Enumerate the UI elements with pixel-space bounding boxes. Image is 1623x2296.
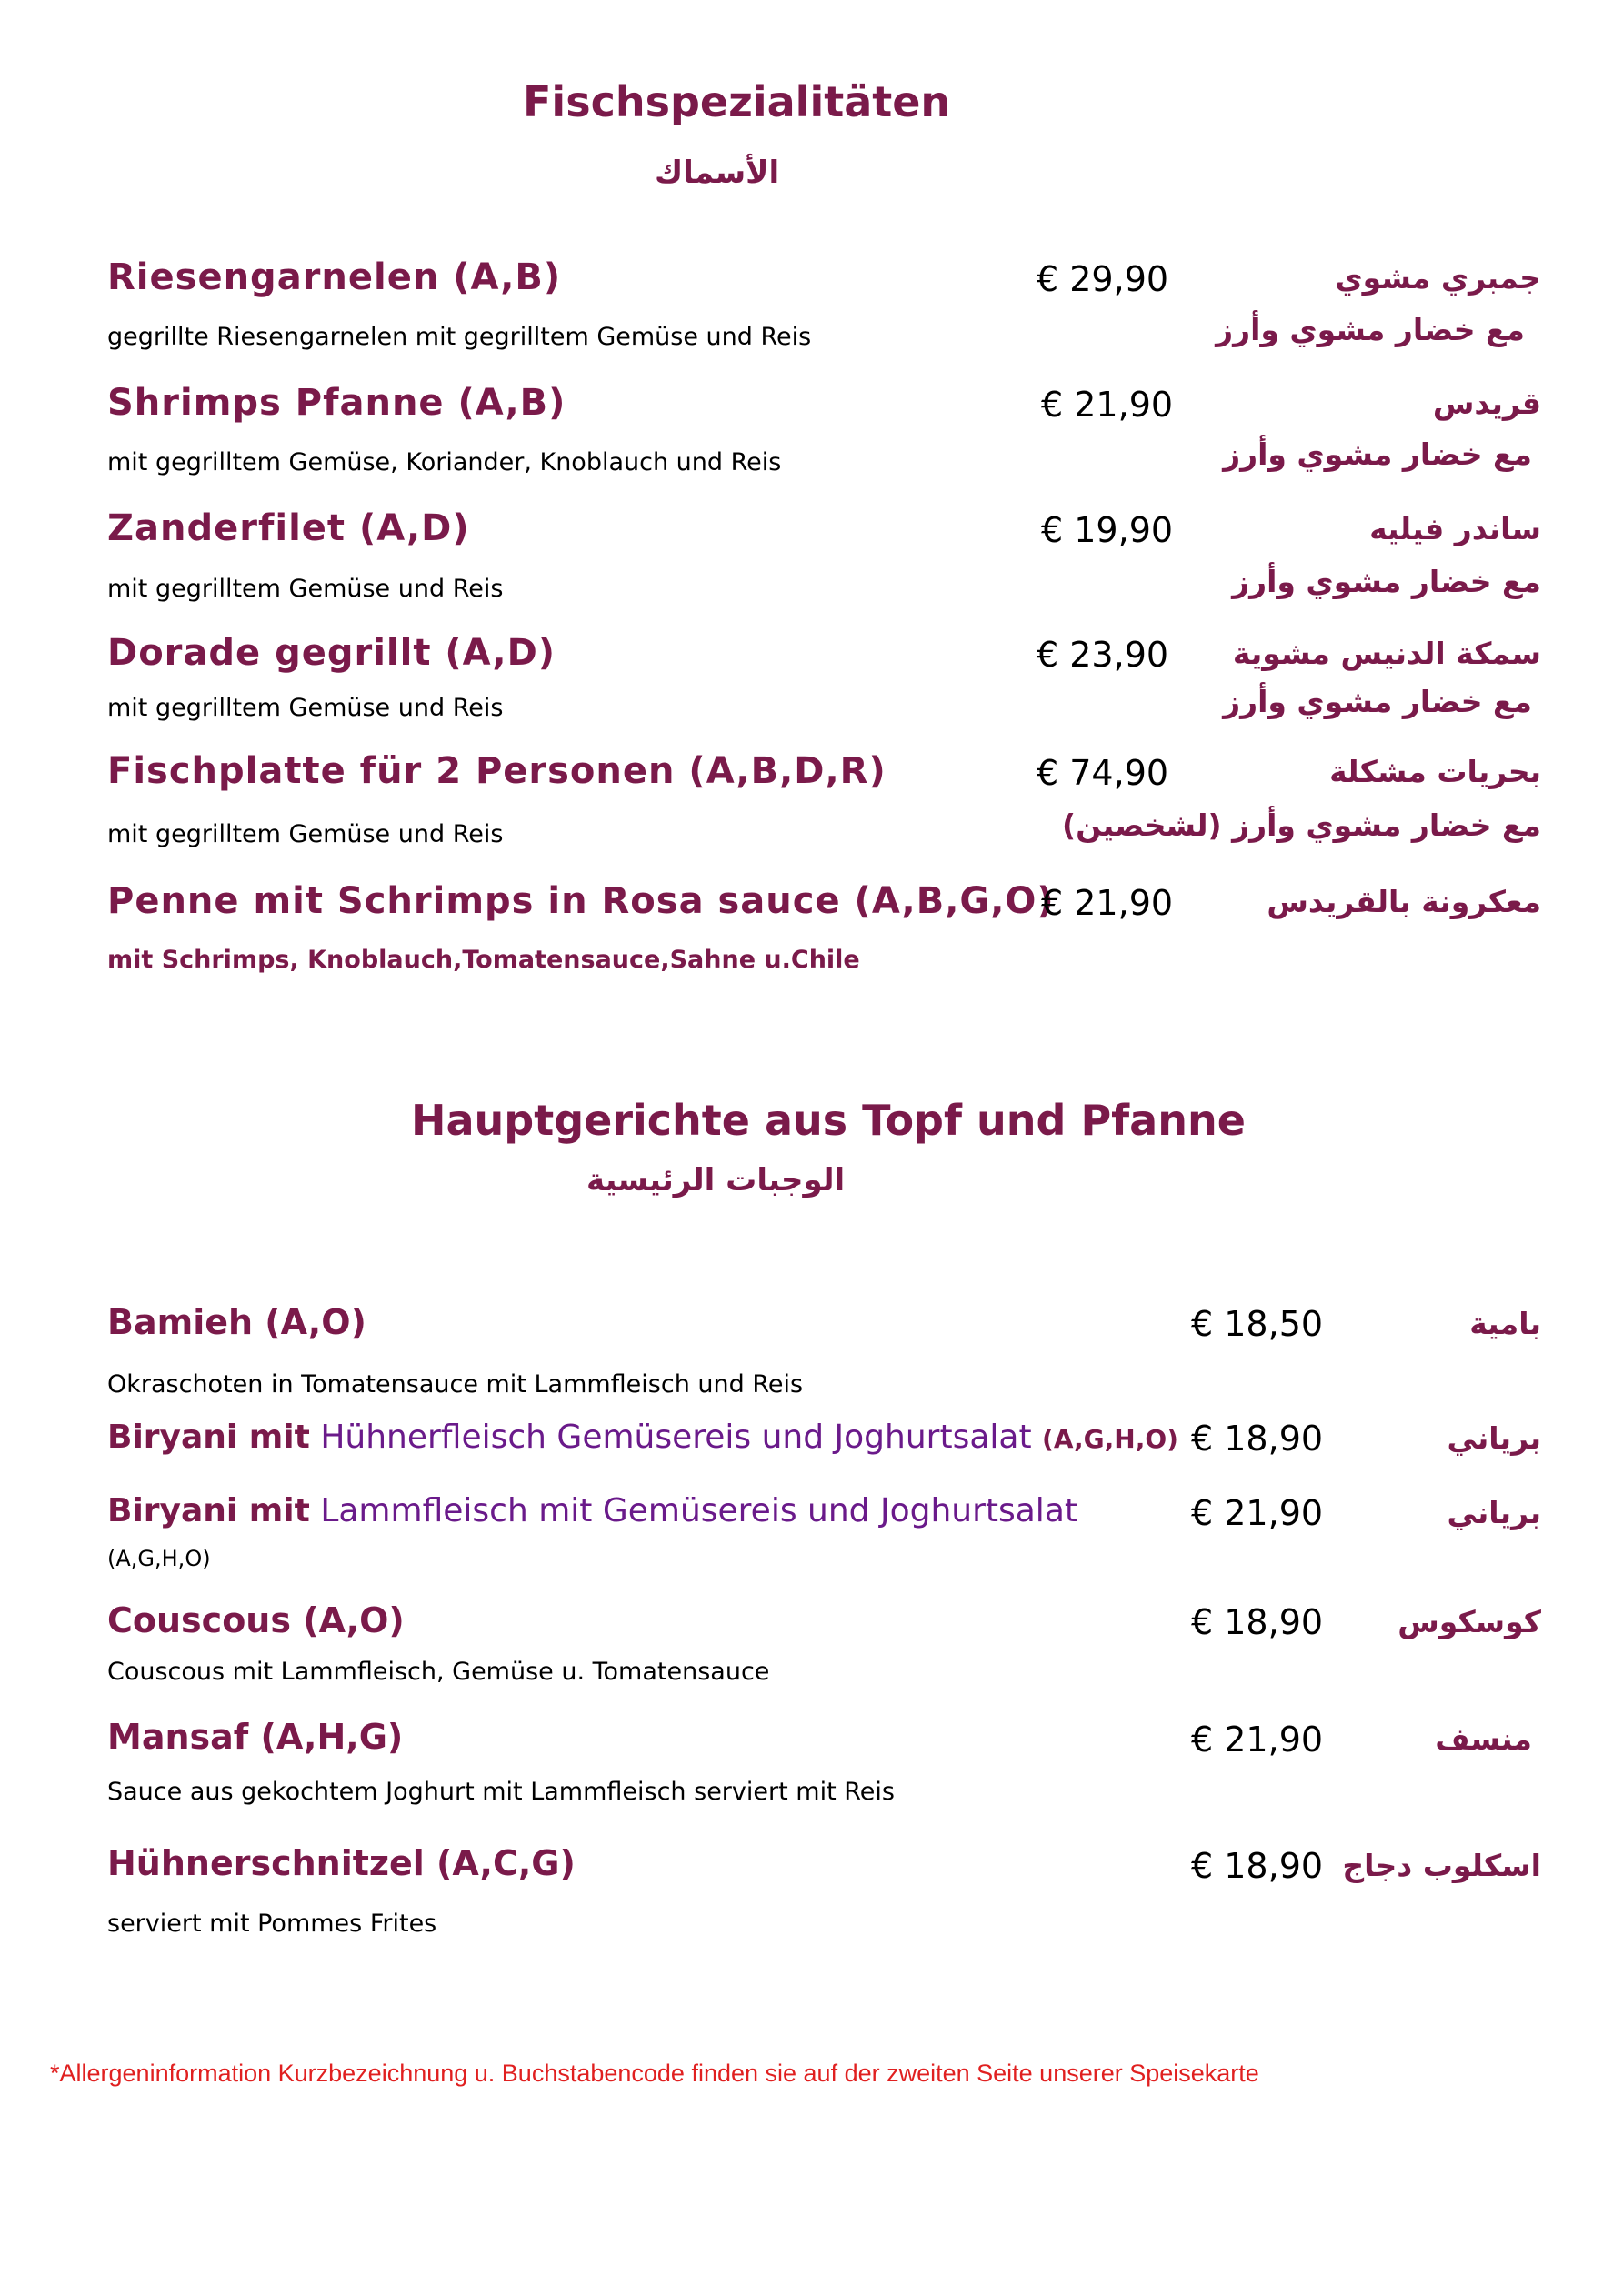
dish-description: serviert mit Pommes Frites <box>107 1910 437 1938</box>
dish-price: € 21,90 <box>1191 1493 1324 1533</box>
dish-price: € 29,90 <box>1037 259 1169 299</box>
dish-name-ar: منسف <box>1435 1721 1532 1757</box>
dish-name-ar: برياني <box>1447 1420 1541 1456</box>
dish-name <box>107 1492 1077 1529</box>
dish-price: € 18,90 <box>1191 1602 1324 1642</box>
dish-name: Bamieh (A,O) <box>107 1302 366 1342</box>
dish-name: Riesengarnelen (A,B) <box>107 256 562 298</box>
main-section-title-ar: الوجبات الرئيسية <box>586 1162 846 1198</box>
dish-name-ar: اسكلوب دجاج <box>1342 1848 1541 1883</box>
dish-price: € 23,90 <box>1037 635 1169 675</box>
dish-name-ar: برياني <box>1447 1495 1541 1530</box>
dish-name-main: Lammfleisch mit Gemüsereis und Joghurtsalat <box>320 1492 1077 1529</box>
dish-name-prefix: Biryani mit <box>107 1492 310 1529</box>
dish-name-main: Hühnerfleisch Gemüsereis und Joghurtsalat <box>320 1419 1032 1456</box>
allergen-code: (A,G,H,O) <box>107 1546 211 1571</box>
main-section-title: Hauptgerichte aus Topf und Pfanne <box>411 1096 1246 1145</box>
dish-price: € 74,90 <box>1037 753 1169 793</box>
dish-price: € 21,90 <box>1041 385 1174 425</box>
dish-price: € 18,90 <box>1191 1846 1324 1886</box>
dish-description: gegrillte Riesengarnelen mit gegrilltem Gemüse und Reis <box>107 323 812 351</box>
dish-description-ar: مع خضار مشوي وأرز <box>1223 684 1532 719</box>
dish-name: Shrimps Pfanne (A,B) <box>107 382 566 424</box>
dish-description: Sauce aus gekochtem Joghurt mit Lammfleisch serviert mit Reis <box>107 1778 895 1806</box>
dish-description: mit gegrilltem Gemüse und Reis <box>107 575 504 603</box>
dish-name-ar: قريدس <box>1432 386 1541 421</box>
dish-description: mit Schrimps, Knoblauch,Tomatensauce,Sahne u.Chile <box>107 946 860 974</box>
dish-name-ar: كوسكوس <box>1398 1604 1541 1639</box>
dish-description: Okraschoten in Tomatensauce mit Lammfleisch und Reis <box>107 1370 804 1399</box>
dish-price: € 19,90 <box>1041 510 1174 550</box>
dish-description: mit gegrilltem Gemüse, Koriander, Knoblauch und Reis <box>107 448 782 476</box>
allergen-code: (A,G,H,O) <box>1042 1424 1178 1454</box>
allergen-footnote: *Allergeninformation Kurzbezeichnung u. Buchstabencode finden sie auf der zweiten Seite unserer Speisekarte <box>50 2060 1259 2087</box>
fish-section-title-ar: الأسماك <box>655 155 780 191</box>
dish-price: € 21,90 <box>1041 883 1174 923</box>
dish-name: Couscous (A,O) <box>107 1600 405 1640</box>
dish-name: Fischplatte für 2 Personen (A,B,D,R) <box>107 750 887 792</box>
dish-description: mit gegrilltem Gemüse und Reis <box>107 820 504 848</box>
dish-name: Mansaf (A,H,G) <box>107 1717 404 1757</box>
dish-name-ar: بامية <box>1469 1306 1541 1341</box>
dish-name-ar: بحريات مشكلة <box>1329 754 1541 789</box>
dish-price: € 18,50 <box>1191 1304 1324 1344</box>
dish-name <box>107 1419 1178 1456</box>
dish-name-prefix: Biryani mit <box>107 1419 310 1456</box>
dish-description-ar: مع خضار مشوي وأرز (لشخصين) <box>1062 807 1541 843</box>
dish-description-ar: مع خضار مشوي وأرز <box>1223 436 1532 472</box>
dish-description-ar: مع خضار مشوي وأرز <box>1232 564 1541 599</box>
dish-price: € 18,90 <box>1191 1419 1324 1459</box>
dish-price: € 21,90 <box>1191 1719 1324 1760</box>
dish-name-ar: معكرونة بالقريدس <box>1267 884 1541 919</box>
dish-name: Hühnerschnitzel (A,C,G) <box>107 1843 576 1883</box>
dish-name: Dorade gegrillt (A,D) <box>107 632 556 674</box>
dish-name: Penne mit Schrimps in Rosa sauce (A,B,G,O) <box>107 880 1055 922</box>
dish-name-ar: جمبري مشوي <box>1335 260 1541 296</box>
dish-name: Zanderfilet (A,D) <box>107 507 470 549</box>
dish-description: mit gegrilltem Gemüse und Reis <box>107 694 504 722</box>
dish-description-ar: مع خضار مشوي وأرز <box>1216 312 1525 347</box>
dish-name-ar: سمكة الدنيس مشوية <box>1232 636 1541 671</box>
dish-name-ar: ساندر فيليه <box>1369 511 1541 546</box>
fish-section-title: Fischspezialitäten <box>523 77 951 126</box>
dish-description: Couscous mit Lammfleisch, Gemüse u. Tomatensauce <box>107 1658 770 1686</box>
